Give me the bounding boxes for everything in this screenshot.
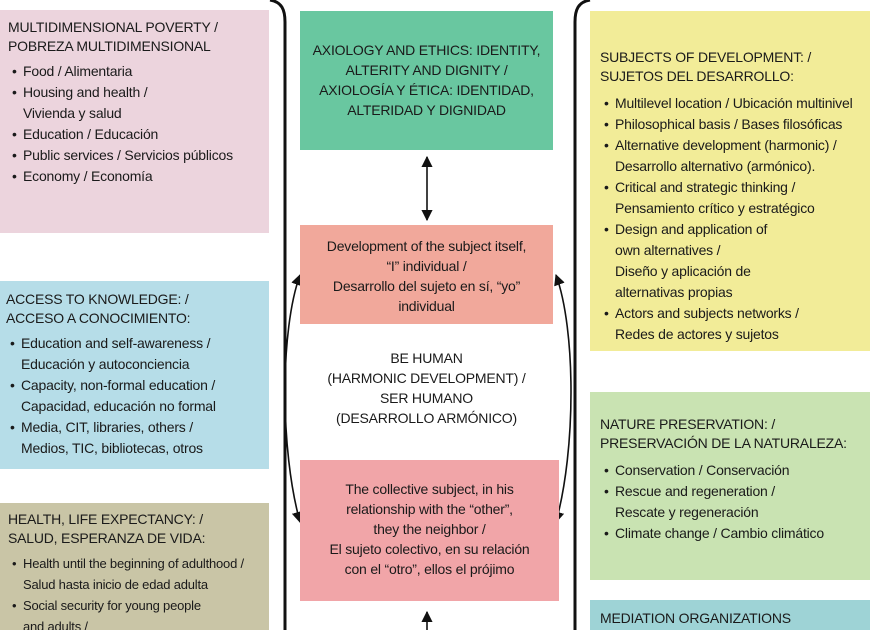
health-title-line: SALUD, ESPERANZA DE VIDA: — [8, 530, 206, 546]
individual-subject-box — [300, 225, 553, 324]
list-item: • Rescue and regeneration / Rescate y regeneración — [600, 481, 862, 523]
subjects-title-line: SUBJECTS OF DEVELOPMENT: / — [600, 49, 812, 65]
individual-line: Development of the subject itself, — [326, 238, 527, 254]
axiology-line: ALTERIDAD Y DIGNIDAD — [347, 102, 506, 118]
poverty-list — [8, 61, 261, 187]
list-item: • Design and application of own alternatives / Diseño y aplicación de alternativas propias — [600, 219, 862, 303]
left-bracket — [270, 0, 285, 630]
list-item: • Food / Alimentaria — [8, 61, 261, 82]
health-title-line: HEALTH, LIFE EXPECTANCY: / — [8, 511, 203, 527]
poverty-title-line: MULTIDIMENSIONAL POVERTY / — [8, 19, 218, 35]
list-item: • Capacity, non-formal education / Capacidad, educación no formal — [6, 375, 263, 417]
collective-line: The collective subject, in his — [345, 481, 514, 497]
knowledge-title-line: ACCESS TO KNOWLEDGE: / — [6, 291, 189, 307]
be-human-line: SER HUMANO — [380, 390, 473, 406]
subjects-title — [600, 48, 862, 86]
mediation-title-line: MEDIATION ORGANIZATIONS — [600, 610, 791, 626]
be-human-label — [300, 348, 553, 434]
poverty-box — [0, 10, 269, 233]
list-item: • Alternative development (harmonic) / Desarrollo alternativo (armónico). — [600, 135, 862, 177]
collective-subject-box — [300, 460, 559, 601]
nature-title — [600, 415, 862, 453]
health-box — [0, 503, 269, 630]
mediation-box — [590, 600, 870, 630]
axiology-line: AXIOLOGY AND ETHICS: IDENTITY, — [312, 42, 541, 58]
subjects-title-line: SUJETOS DEL DESARROLLO: — [600, 68, 794, 84]
list-item: • Media, CIT, libraries, others / Medios, TIC, bibliotecas, otros — [6, 417, 263, 459]
collective-line: they the neighbor / — [373, 521, 486, 537]
knowledge-title — [6, 290, 263, 328]
collective-line: El sujeto colectivo, en su relación — [329, 541, 530, 557]
collective-line: relationship with the “other”, — [346, 501, 513, 517]
axiology-box — [300, 11, 553, 150]
nature-list — [600, 460, 862, 544]
list-item: • Education / Educación — [8, 124, 261, 145]
list-item: • Multilevel location / Ubicación multinivel — [600, 93, 862, 114]
list-item: • Economy / Economía — [8, 166, 261, 187]
list-item: • Housing and health / Vivienda y salud — [8, 82, 261, 124]
nature-title-line: NATURE PRESERVATION: / — [600, 416, 776, 432]
individual-line: individual — [398, 298, 455, 314]
mediation-title — [600, 609, 862, 628]
health-list — [8, 553, 261, 630]
list-item: • Climate change / Cambio climático — [600, 523, 862, 544]
list-item: • Education and self-awareness / Educación y autoconciencia — [6, 333, 263, 375]
poverty-title-line: POBREZA MULTIDIMENSIONAL — [8, 38, 211, 54]
subjects-box — [590, 11, 870, 351]
nature-box — [590, 392, 870, 580]
individual-line: Desarrollo del sujeto en sí, “yo” — [332, 278, 521, 294]
list-item: • Philosophical basis / Bases filosóficas — [600, 114, 862, 135]
nature-title-line: PRESERVACIÓN DE LA NATURALEZA: — [600, 435, 847, 451]
collective-line: con el “otro”, ellos el prójimo — [344, 561, 515, 577]
knowledge-list — [6, 333, 263, 459]
list-item: • Actors and subjects networks / Redes de actores y sujetos — [600, 303, 862, 345]
be-human-line: (HARMONIC DEVELOPMENT) / — [327, 370, 526, 386]
be-human-line: (DESARROLLO ARMÓNICO) — [336, 410, 517, 426]
arrow-left-curve — [285, 275, 300, 522]
be-human-line: BE HUMAN — [390, 350, 463, 366]
axiology-line: ALTERITY AND DIGNITY / — [345, 62, 508, 78]
knowledge-title-line: ACCESO A CONOCIMIENTO: — [6, 310, 191, 326]
list-item: • Health until the beginning of adulthood / Salud hasta inicio de edad adulta — [8, 553, 261, 595]
individual-line: “I” individual / — [386, 258, 467, 274]
subjects-list — [600, 93, 862, 345]
right-bracket — [575, 0, 590, 630]
health-title — [8, 510, 261, 548]
list-item: • Social security for young people and adults / — [8, 595, 261, 630]
list-item: • Critical and strategic thinking / Pensamiento crítico y estratégico — [600, 177, 862, 219]
axiology-line: AXIOLOGÍA Y ÉTICA: IDENTIDAD, — [319, 82, 534, 98]
list-item: • Conservation / Conservación — [600, 460, 862, 481]
list-item: • Public services / Servicios públicos — [8, 145, 261, 166]
knowledge-box — [0, 281, 269, 469]
poverty-title — [8, 18, 261, 56]
